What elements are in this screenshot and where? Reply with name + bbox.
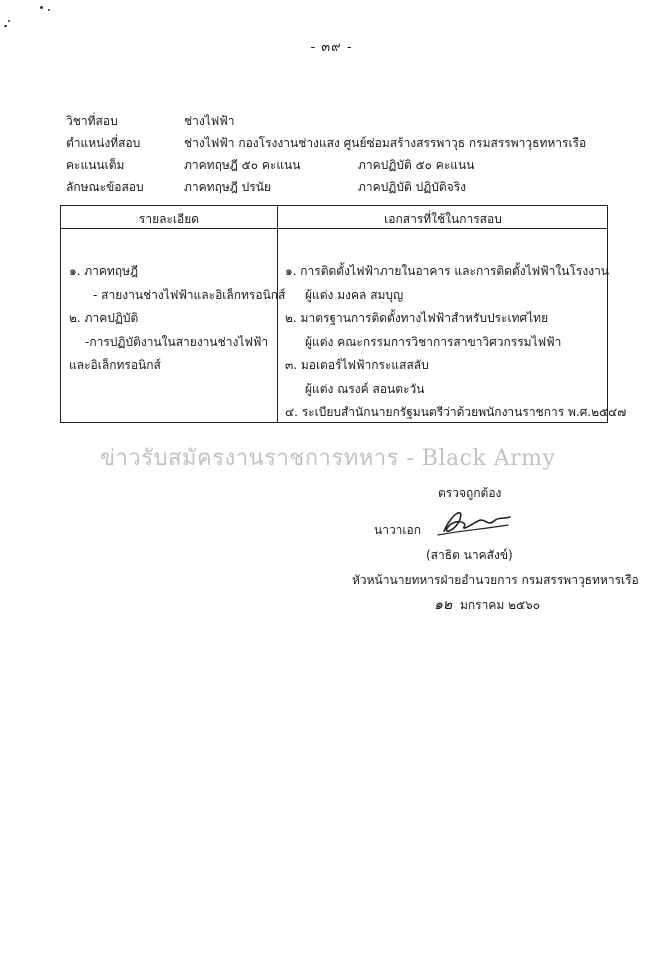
exam-type-label: ลักษณะข้อสอบ: [66, 180, 144, 194]
scan-speck: [4, 25, 7, 27]
document-line: ๑. การติดตั้งไฟฟ้าภายในอาคาร และการติดตั้งไฟฟ้าในโรงงาน: [285, 264, 610, 278]
full-score-practice: ภาคปฏิบัติ ๕๐ คะแนน: [358, 158, 475, 172]
document-line: ผู้แต่ง มงคล สมบุญ: [305, 287, 404, 302]
details-column: [69, 260, 286, 378]
watermark: ข่าวรับสมัครงานราชการทหาร - Black Army: [100, 446, 556, 471]
certified-text: ตรวจถูกต้อง: [438, 486, 502, 500]
full-score-label: คะแนนเต็ม: [66, 158, 125, 172]
date-day: ๑๒: [434, 597, 453, 613]
document-line: ๒. มาตรฐานการติดตั้งทางไฟฟ้าสำหรับประเทศไทย: [285, 311, 549, 325]
details-header: รายละเอียด: [138, 212, 200, 226]
signer-name: (สาธิต นาคสังข์): [426, 548, 513, 562]
signature: [434, 505, 514, 541]
details-line: และอิเล็กทรอนิกส์: [69, 358, 161, 372]
documents-header: เอกสารที่ใช้ในการสอบ: [384, 212, 502, 226]
position-label: ตำแหน่งที่สอบ: [66, 136, 141, 150]
scan-speck: [40, 6, 43, 9]
document-line: ผู้แต่ง คณะกรรมการวิชาการสาขาวิศวกรรมไฟฟ้า: [305, 334, 562, 349]
document-line: ๓. มอเตอร์ไฟฟ้ากระแสสลับ: [285, 358, 429, 372]
exam-table: [60, 205, 627, 423]
date-month-year: มกราคม ๒๕๖๐: [460, 598, 541, 612]
page-number: - ๓๙ -: [310, 40, 353, 55]
subject-value: ช่างไฟฟ้า: [184, 114, 235, 128]
details-line: -การปฏิบัติงานในสายงานช่างไฟฟ้า: [85, 334, 269, 349]
column-divider: [277, 206, 278, 422]
details-line: - สายงานช่างไฟฟ้าและอิเล็กทรอนิกส์: [93, 287, 286, 302]
document-line: ผู้แต่ง ณรงค์ สอนตะวัน: [305, 381, 425, 396]
details-line: ๑. ภาคทฤษฎี: [69, 264, 139, 278]
exam-type-practice: ภาคปฏิบัติ ปฏิบัติจริง: [358, 180, 466, 194]
documents-column: [285, 260, 627, 425]
details-line: ๒. ภาคปฏิบัติ: [69, 311, 139, 325]
exam-type-theory: ภาคทฤษฎี ปรนัย: [184, 180, 271, 194]
subject-label: วิชาที่สอบ: [66, 114, 118, 128]
signer-title: หัวหน้านายทหารฝ่ายอำนวยการ กรมสรรพาวุธทหารเรือ: [352, 573, 639, 587]
rank-text: นาวาเอก: [374, 523, 421, 537]
scan-speck: [8, 20, 10, 22]
full-score-theory: ภาคทฤษฎี ๕๐ คะแนน: [184, 158, 301, 172]
document-line: ๔. ระเบียบสำนักนายกรัฐมนตรีว่าด้วยพนักงานราชการ พ.ศ.๒๕๔๗: [285, 405, 627, 419]
position-value: ช่างไฟฟ้า กองโรงงานช่างแสง ศูนย์ซ่อมสร้างสรรพาวุธ กรมสรรพาวุธทหารเรือ: [184, 136, 587, 150]
scan-speck: [48, 9, 50, 11]
